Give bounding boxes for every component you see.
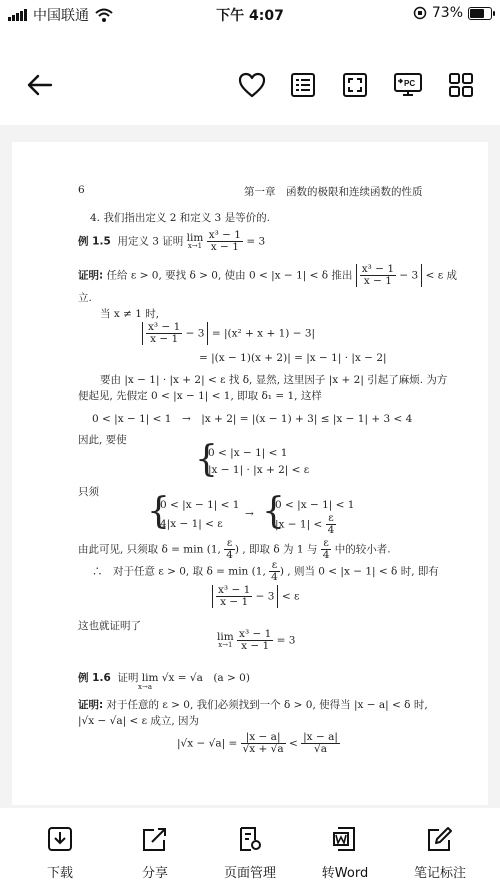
document-page bbox=[12, 142, 488, 805]
equation-4: lim x→1 $\frac{\text{x³ − 1}}{x - 1}$ = 3 bbox=[217, 628, 296, 653]
limit-operator: lim x→1 bbox=[186, 231, 204, 251]
text-span: 1, bbox=[210, 543, 221, 556]
limit-sub: x→1 bbox=[218, 641, 233, 650]
frac-num: x³ − 1 bbox=[148, 321, 181, 333]
to-word-button[interactable] bbox=[305, 826, 385, 881]
text-span: , 即取 δ 为 1 与 bbox=[242, 543, 318, 556]
text-line: 这也就证明了 bbox=[78, 620, 141, 632]
eq-rhs: = |(x² + x + 1) − 3| bbox=[211, 327, 316, 340]
text-line: 因此, 要使 bbox=[78, 434, 127, 446]
example-text: 证明 lim √x = √a (a > 0) bbox=[117, 672, 250, 684]
heart-icon[interactable] bbox=[237, 70, 267, 100]
system-line: 0 < |x − 1| < 1 bbox=[275, 499, 355, 511]
edit-icon bbox=[427, 826, 453, 852]
lt-eps: < ε bbox=[281, 590, 300, 603]
frac-num: x³ − 1 bbox=[218, 584, 251, 596]
frac-num: ε bbox=[321, 538, 332, 550]
limit-sub: x→1 bbox=[187, 242, 203, 251]
share-button[interactable] bbox=[115, 826, 195, 881]
text-line: ∴ 对于任意 ε > 0, 取 δ = min (1, $\frac{\varepsilon}{4}$ ) , 则当 0 < |x − 1| < δ 时, 即有 bbox=[92, 559, 439, 584]
frac-den: 4 bbox=[226, 549, 233, 562]
battery-percent: 73% bbox=[431, 5, 463, 21]
top-bar bbox=[0, 28, 500, 125]
text-span: 任给 ε > 0, 要找 δ > 0, 使由 0 < |x − 1| < δ 推出 bbox=[106, 269, 353, 282]
notes-button[interactable] bbox=[400, 826, 480, 881]
brace: { bbox=[195, 439, 218, 480]
word-icon bbox=[332, 826, 358, 852]
clock: 下午 4:07 bbox=[216, 8, 284, 24]
frac-num: |x − a| bbox=[303, 731, 338, 743]
proof-line-1 bbox=[78, 264, 457, 287]
page-settings-icon bbox=[237, 826, 263, 852]
text-line: 由此可见, 只须取 δ = min (1, $\frac{\varepsilon}{4}$ ) , 即取 δ 为 1 与 $\frac{\varepsilon}{4}$ 中的较小者. bbox=[78, 537, 391, 562]
system-line: 0 < |x − 1| < 1 bbox=[208, 447, 288, 459]
frac-den: √a bbox=[314, 743, 327, 756]
download-icon bbox=[47, 826, 73, 852]
text-span: |x − 1| < bbox=[275, 518, 323, 531]
carrier-name: 中国联通 bbox=[33, 8, 89, 24]
equation-5 bbox=[177, 732, 340, 755]
download-button[interactable] bbox=[20, 826, 100, 881]
frac-num: x³ − 1 bbox=[208, 229, 241, 241]
frac-num: x³ − 1 bbox=[239, 628, 272, 640]
bottom-toolbar bbox=[0, 808, 500, 881]
minus-3: − 3 bbox=[399, 269, 419, 282]
equation-2: = |(x − 1)(x + 2)| = |x − 1| · |x − 2| bbox=[199, 352, 387, 364]
page-manage-button[interactable] bbox=[210, 826, 290, 881]
text-line: 4. 我们指出定义 2 和定义 3 是等价的. bbox=[90, 212, 270, 224]
grid-icon[interactable] bbox=[446, 70, 476, 100]
text-line: 要由 |x − 1| · |x + 2| < ε 找 δ, 显然, 这里因子 |x + 2| 引起了麻烦. 为方 bbox=[100, 374, 448, 386]
example-1-6 bbox=[78, 670, 250, 685]
arrow: → bbox=[245, 508, 254, 520]
text-span: 由此可见, 只须取 δ = min bbox=[78, 543, 204, 556]
frac-den: x − 1 bbox=[241, 640, 270, 653]
limit-sub: x→a bbox=[138, 683, 152, 691]
orientation-lock-icon bbox=[413, 6, 427, 20]
frac-num: ε bbox=[269, 560, 280, 572]
text-span: < bbox=[288, 737, 298, 750]
frac-den: 4 bbox=[322, 549, 330, 562]
frac-den: x − 1 bbox=[210, 241, 239, 254]
frac-num: |x − a| bbox=[241, 732, 286, 744]
battery-group bbox=[413, 5, 492, 21]
page-number: 6 bbox=[78, 184, 85, 196]
minus-3: − 3 bbox=[185, 327, 205, 340]
example-1-5 bbox=[78, 230, 265, 253]
equation-1 bbox=[142, 322, 315, 345]
minus-3: − 3 bbox=[255, 590, 275, 603]
system-line bbox=[275, 513, 336, 536]
equals-3: = 3 bbox=[246, 235, 266, 248]
text-line: 立. bbox=[78, 292, 92, 304]
text-line: 0 < |x − 1| < 1 → |x + 2| = |(x − 1) + 3| ≤ |x − 1| + 3 < 4 bbox=[92, 413, 413, 425]
page-manage-label: 页面管理 bbox=[223, 866, 276, 881]
fullscreen-icon[interactable] bbox=[340, 70, 370, 100]
text-span: ∴ 对于任意 ε > 0, 取 δ = min bbox=[92, 565, 249, 578]
pc-icon[interactable] bbox=[393, 70, 423, 100]
proof-label: 证明: bbox=[78, 699, 104, 711]
frac-den: x − 1 bbox=[220, 596, 249, 609]
text-line: 只须 bbox=[78, 486, 99, 498]
download-label: 下载 bbox=[46, 866, 73, 881]
chapter-header: 第一章 函数的极限和连续函数的性质 bbox=[244, 186, 423, 198]
text-line: 当 x ≠ 1 时, bbox=[100, 308, 160, 320]
text-line: |√x − √a| < ε 成立, 因为 bbox=[78, 715, 200, 727]
proof-line-2 bbox=[78, 697, 428, 712]
list-icon[interactable] bbox=[288, 70, 318, 100]
text-span: 中的较小者. bbox=[334, 543, 391, 556]
proof-label: 证明: bbox=[78, 269, 104, 282]
text-span: , 则当 0 < |x − 1| < δ 时, 即有 bbox=[287, 565, 439, 578]
share-label: 分享 bbox=[141, 866, 168, 881]
frac-den: x − 1 bbox=[363, 275, 392, 288]
example-label: 例 1.6 bbox=[78, 672, 111, 684]
frac-den: 4 bbox=[327, 524, 335, 537]
fraction bbox=[207, 230, 243, 253]
brace: { bbox=[262, 491, 285, 532]
system-line: 4|x − 1| < ε bbox=[160, 518, 223, 530]
text-span: 对于任意的 ε > 0, 我们必须找到一个 δ > 0, 使得当 |x − a| < δ 时, bbox=[106, 699, 428, 711]
text-span: |√x − √a| = bbox=[177, 737, 238, 750]
text-line: 便起见, 先假定 0 < |x − 1| < 1, 即取 δ₁ = 1, 这样 bbox=[78, 390, 322, 402]
notes-label: 笔记标注 bbox=[413, 866, 466, 881]
equals-3: = 3 bbox=[276, 634, 296, 647]
text-span: 1, bbox=[255, 565, 266, 578]
example-label: 例 1.5 bbox=[78, 235, 111, 248]
system-line: |x − 1| · |x + 2| < ε bbox=[208, 464, 310, 476]
text-span: < ε 成 bbox=[425, 269, 457, 282]
frac-den: √x + √a bbox=[242, 743, 284, 756]
brace: { bbox=[147, 491, 170, 532]
frac-num: ε bbox=[224, 538, 235, 550]
abs-expression bbox=[356, 264, 422, 287]
pc-label: PC bbox=[404, 79, 416, 88]
frac-num: x³ − 1 bbox=[361, 263, 395, 275]
equation-3 bbox=[212, 585, 299, 608]
frac-num: ε bbox=[326, 513, 337, 525]
system-line: 0 < |x − 1| < 1 bbox=[160, 499, 240, 511]
battery-icon bbox=[468, 7, 492, 20]
back-arrow-icon[interactable] bbox=[24, 70, 54, 100]
frac-den: 4 bbox=[271, 571, 278, 584]
status-bar bbox=[0, 0, 500, 28]
share-icon bbox=[142, 826, 168, 852]
frac-den: x − 1 bbox=[150, 333, 179, 346]
example-text: 用定义 3 证明 bbox=[117, 235, 184, 248]
to-word-label: 转Word bbox=[321, 866, 369, 881]
